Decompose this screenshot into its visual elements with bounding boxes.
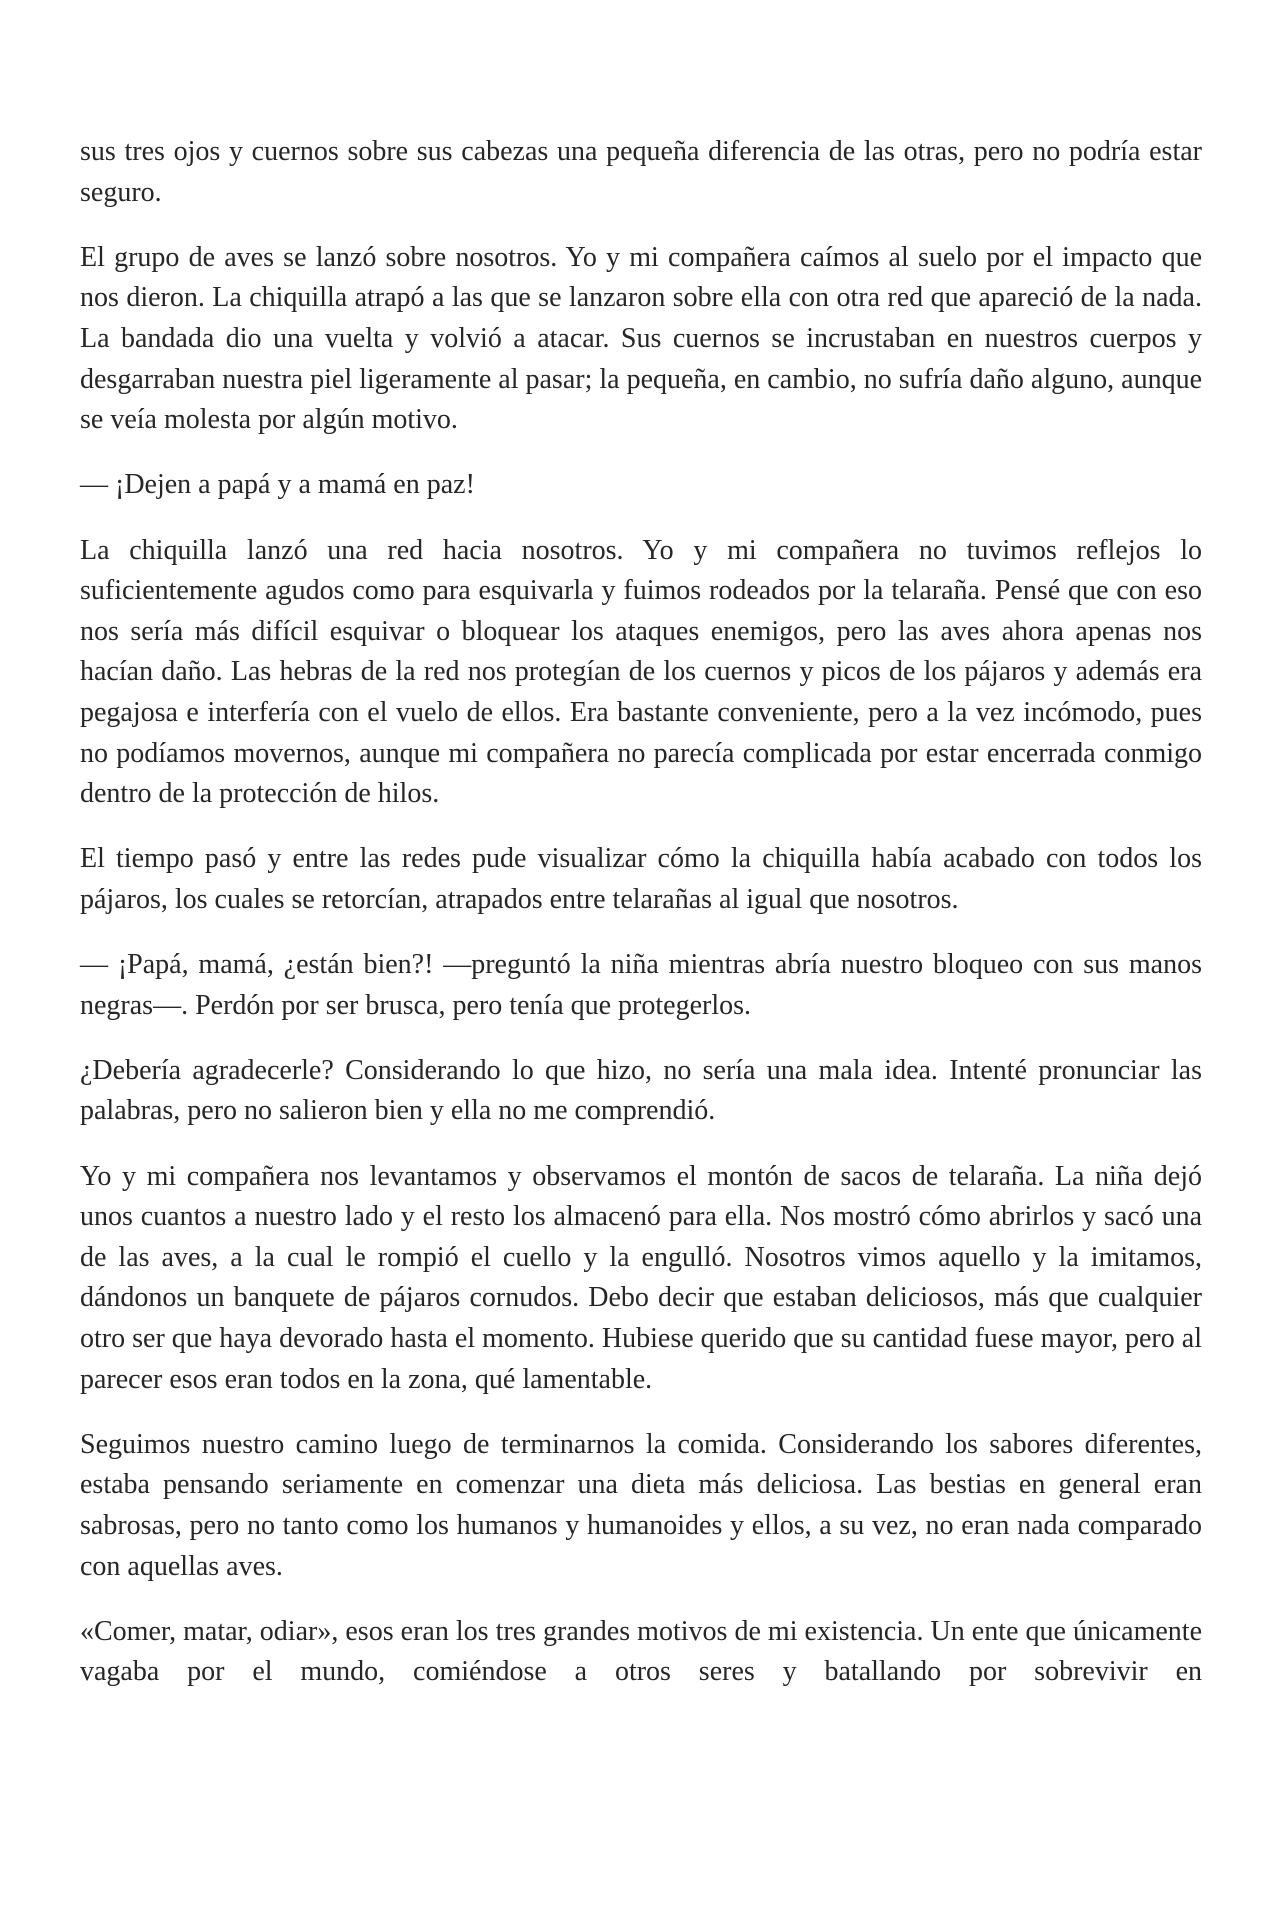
paragraph-3-dialogue: — ¡Dejen a papá y a mamá en paz! (80, 469, 475, 501)
paragraph-6-dialogue: — ¡Papá, mamá, ¿están bien?! —preguntó la niña mientras abría nuestro bloqueo con sus manos negras—. Perdón por ser brusca, pero tenía que protegerlos. (80, 949, 1202, 1021)
paragraph-7: ¿Debería agradecerle? Considerando lo que hizo, no sería una mala idea. Intenté pronunciar las palabras, pero no salieron bien y ella no me comprendió. (80, 1054, 1202, 1127)
paragraph-8: Yo y mi compañera nos levantamos y observamos el montón de sacos de telaraña. La niña dejó unos cuantos a nuestro lado y el resto los almacenó para ella. Nos mostró cómo abrirlos y sacó una de las aves, a la cual le rompió el cuello y la engulló. Nosotros vimos aquello y la imitamos, dándonos un banquete de pájaros cornudos. Debo decir que estaban deliciosos, más que cualquier otro ser que haya devorado hasta el momento. Hubiese querido que su cantidad fuese mayor, pero al parecer esos eran todos en la zona, qué lamentable. (80, 1160, 1202, 1395)
paragraph-10: «Comer, matar, odiar», esos eran los tres grandes motivos de mi existencia. Un ente que únicamente vagaba por el mundo, comiéndose a otros seres y batallando por sobrevivir en (80, 1615, 1202, 1688)
book-page (80, 132, 1202, 1693)
paragraph-1: sus tres ojos y cuernos sobre sus cabezas una pequeña diferencia de las otras, pero no podría estar seguro. (80, 136, 1202, 208)
paragraph-2: El grupo de aves se lanzó sobre nosotros. Yo y mi compañera caímos al suelo por el impacto que nos dieron. La chiquilla atrapó a las que se lanzaron sobre ella con otra red que apareció de la nada. La bandada dio una vuelta y volvió a atacar. Sus cuernos se incrustaban en nuestros cuerpos y desgarraban nuestra piel ligeramente al pasar; la pequeña, en cambio, no sufría daño alguno, aunque se veía molesta por algún motivo. (80, 241, 1202, 436)
paragraph-9: Seguimos nuestro camino luego de terminarnos la comida. Considerando los sabores diferentes, estaba pensando seriamente en comenzar una dieta más deliciosa. Las bestias en general eran sabrosas, pero no tanto como los humanos y humanoides y ellos, a su vez, no eran nada comparado con aquellas aves. (80, 1428, 1202, 1582)
paragraph-4: La chiquilla lanzó una red hacia nosotros. Yo y mi compañera no tuvimos reflejos lo suficientemente agudos como para esquivarla y fuimos rodeados por la telaraña. Pensé que con eso nos sería más difícil esquivar o bloquear los ataques enemigos, pero las aves ahora apenas nos hacían daño. Las hebras de la red nos protegían de los cuernos y picos de los pájaros y además era pegajosa e interfería con el vuelo de ellos. Era bastante conveniente, pero a la vez incómodo, pues no podíamos movernos, aunque mi compañera no parecía complicada por estar encerrada conmigo dentro de la protección de hilos. (80, 534, 1202, 810)
paragraph-5: El tiempo pasó y entre las redes pude visualizar cómo la chiquilla había acabado con todos los pájaros, los cuales se retorcían, atrapados entre telarañas al igual que nosotros. (80, 843, 1202, 915)
